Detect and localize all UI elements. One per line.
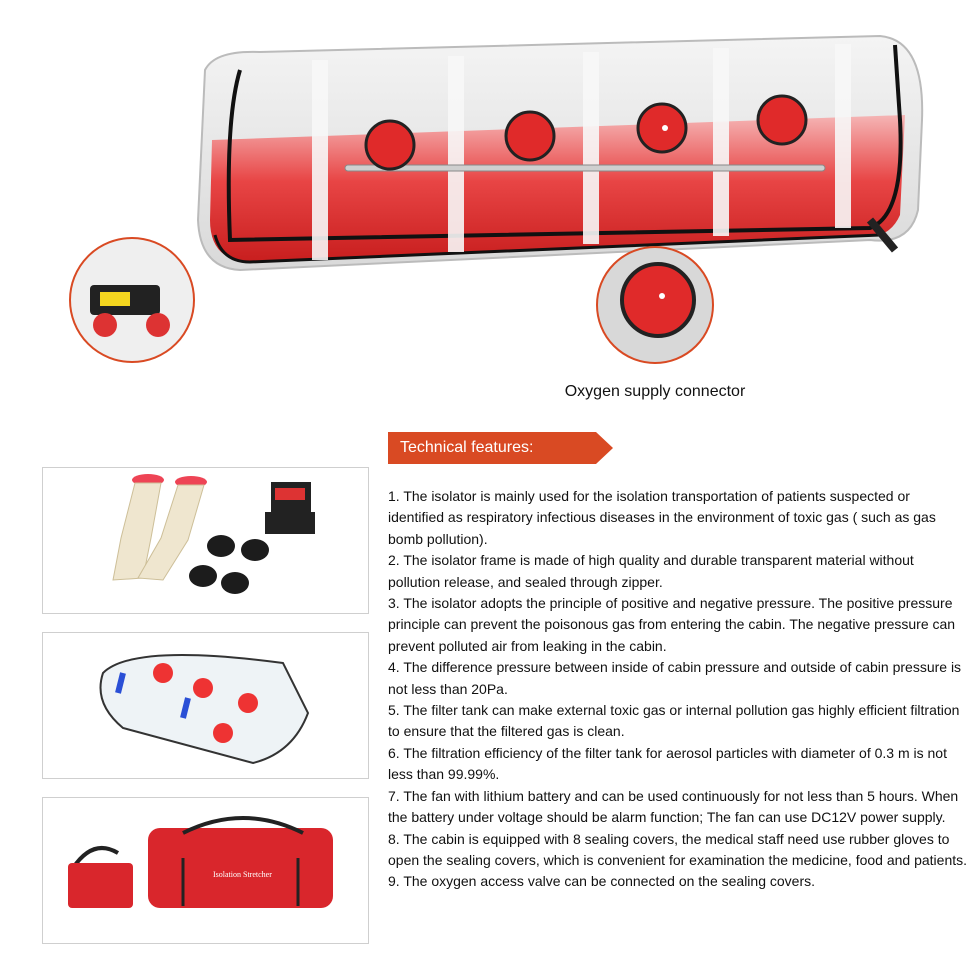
feature-item: 1. The isolator is mainly used for the isolation transportation of patients suspected or identified as respiratory infectious diseases in the environment of toxic gas ( such as gas bomb pollution). <box>388 488 936 547</box>
small-bag <box>68 848 133 908</box>
feature-item: 2. The isolator frame is made of high quality and durable transparent material without pollution release, and sealed through zipper. <box>388 552 914 590</box>
filter-canisters <box>189 535 269 594</box>
technical-features-banner <box>388 432 613 464</box>
isolator-cabin <box>198 36 922 270</box>
feature-item: 9. The oxygen access valve can be connected on the sealing covers. <box>388 873 816 890</box>
feature-item: 7. The fan with lithium battery and can be used continuously for not less than 5 hours. When the battery under voltage should be alarm function; The fan can use DC12V power supply. <box>388 787 959 826</box>
feature-item: 3. The isolator adopts the principle of positive and negative pressure. The positive pressure principle can prevent the poisonous gas from entering the cabin. The negative pressure can prevent polluted air from leaking in the cabin. <box>388 595 956 654</box>
battery-pack <box>265 482 315 534</box>
accessories-photo <box>42 467 369 614</box>
fan-detail-inset <box>70 238 194 362</box>
large-stretcher-bag <box>148 818 333 908</box>
oxygen-connector-caption: Oxygen supply connector <box>564 383 746 400</box>
rubber-gloves <box>113 474 207 580</box>
technical-features-title: Technical features: <box>400 439 534 456</box>
technical-features-list <box>388 486 968 893</box>
folded-isolator-photo <box>42 632 369 779</box>
isolator-product-image <box>0 0 977 380</box>
bag-label: Isolation Stretcher <box>213 870 272 879</box>
feature-item: 4. The difference pressure between inside of cabin pressure and outside of cabin pressure is not less than 20Pa. <box>388 659 962 697</box>
carry-bags-photo <box>42 797 369 944</box>
feature-item: 6. The filtration efficiency of the filter tank for aerosol particles with diameter of 0.3 m is not less than 99.99%. <box>388 744 947 783</box>
feature-item: 8. The cabin is equipped with 8 sealing covers, the medical staff need use rubber gloves to open the sealing covers, which is convenient for examination the medicine, food and patients. <box>388 830 968 868</box>
oxygen-connector-inset <box>597 247 713 363</box>
feature-item: 5. The filter tank can make external toxic gas or internal pollution gas highly efficient filtration to ensure that the filtered gas is clean. <box>388 702 960 740</box>
